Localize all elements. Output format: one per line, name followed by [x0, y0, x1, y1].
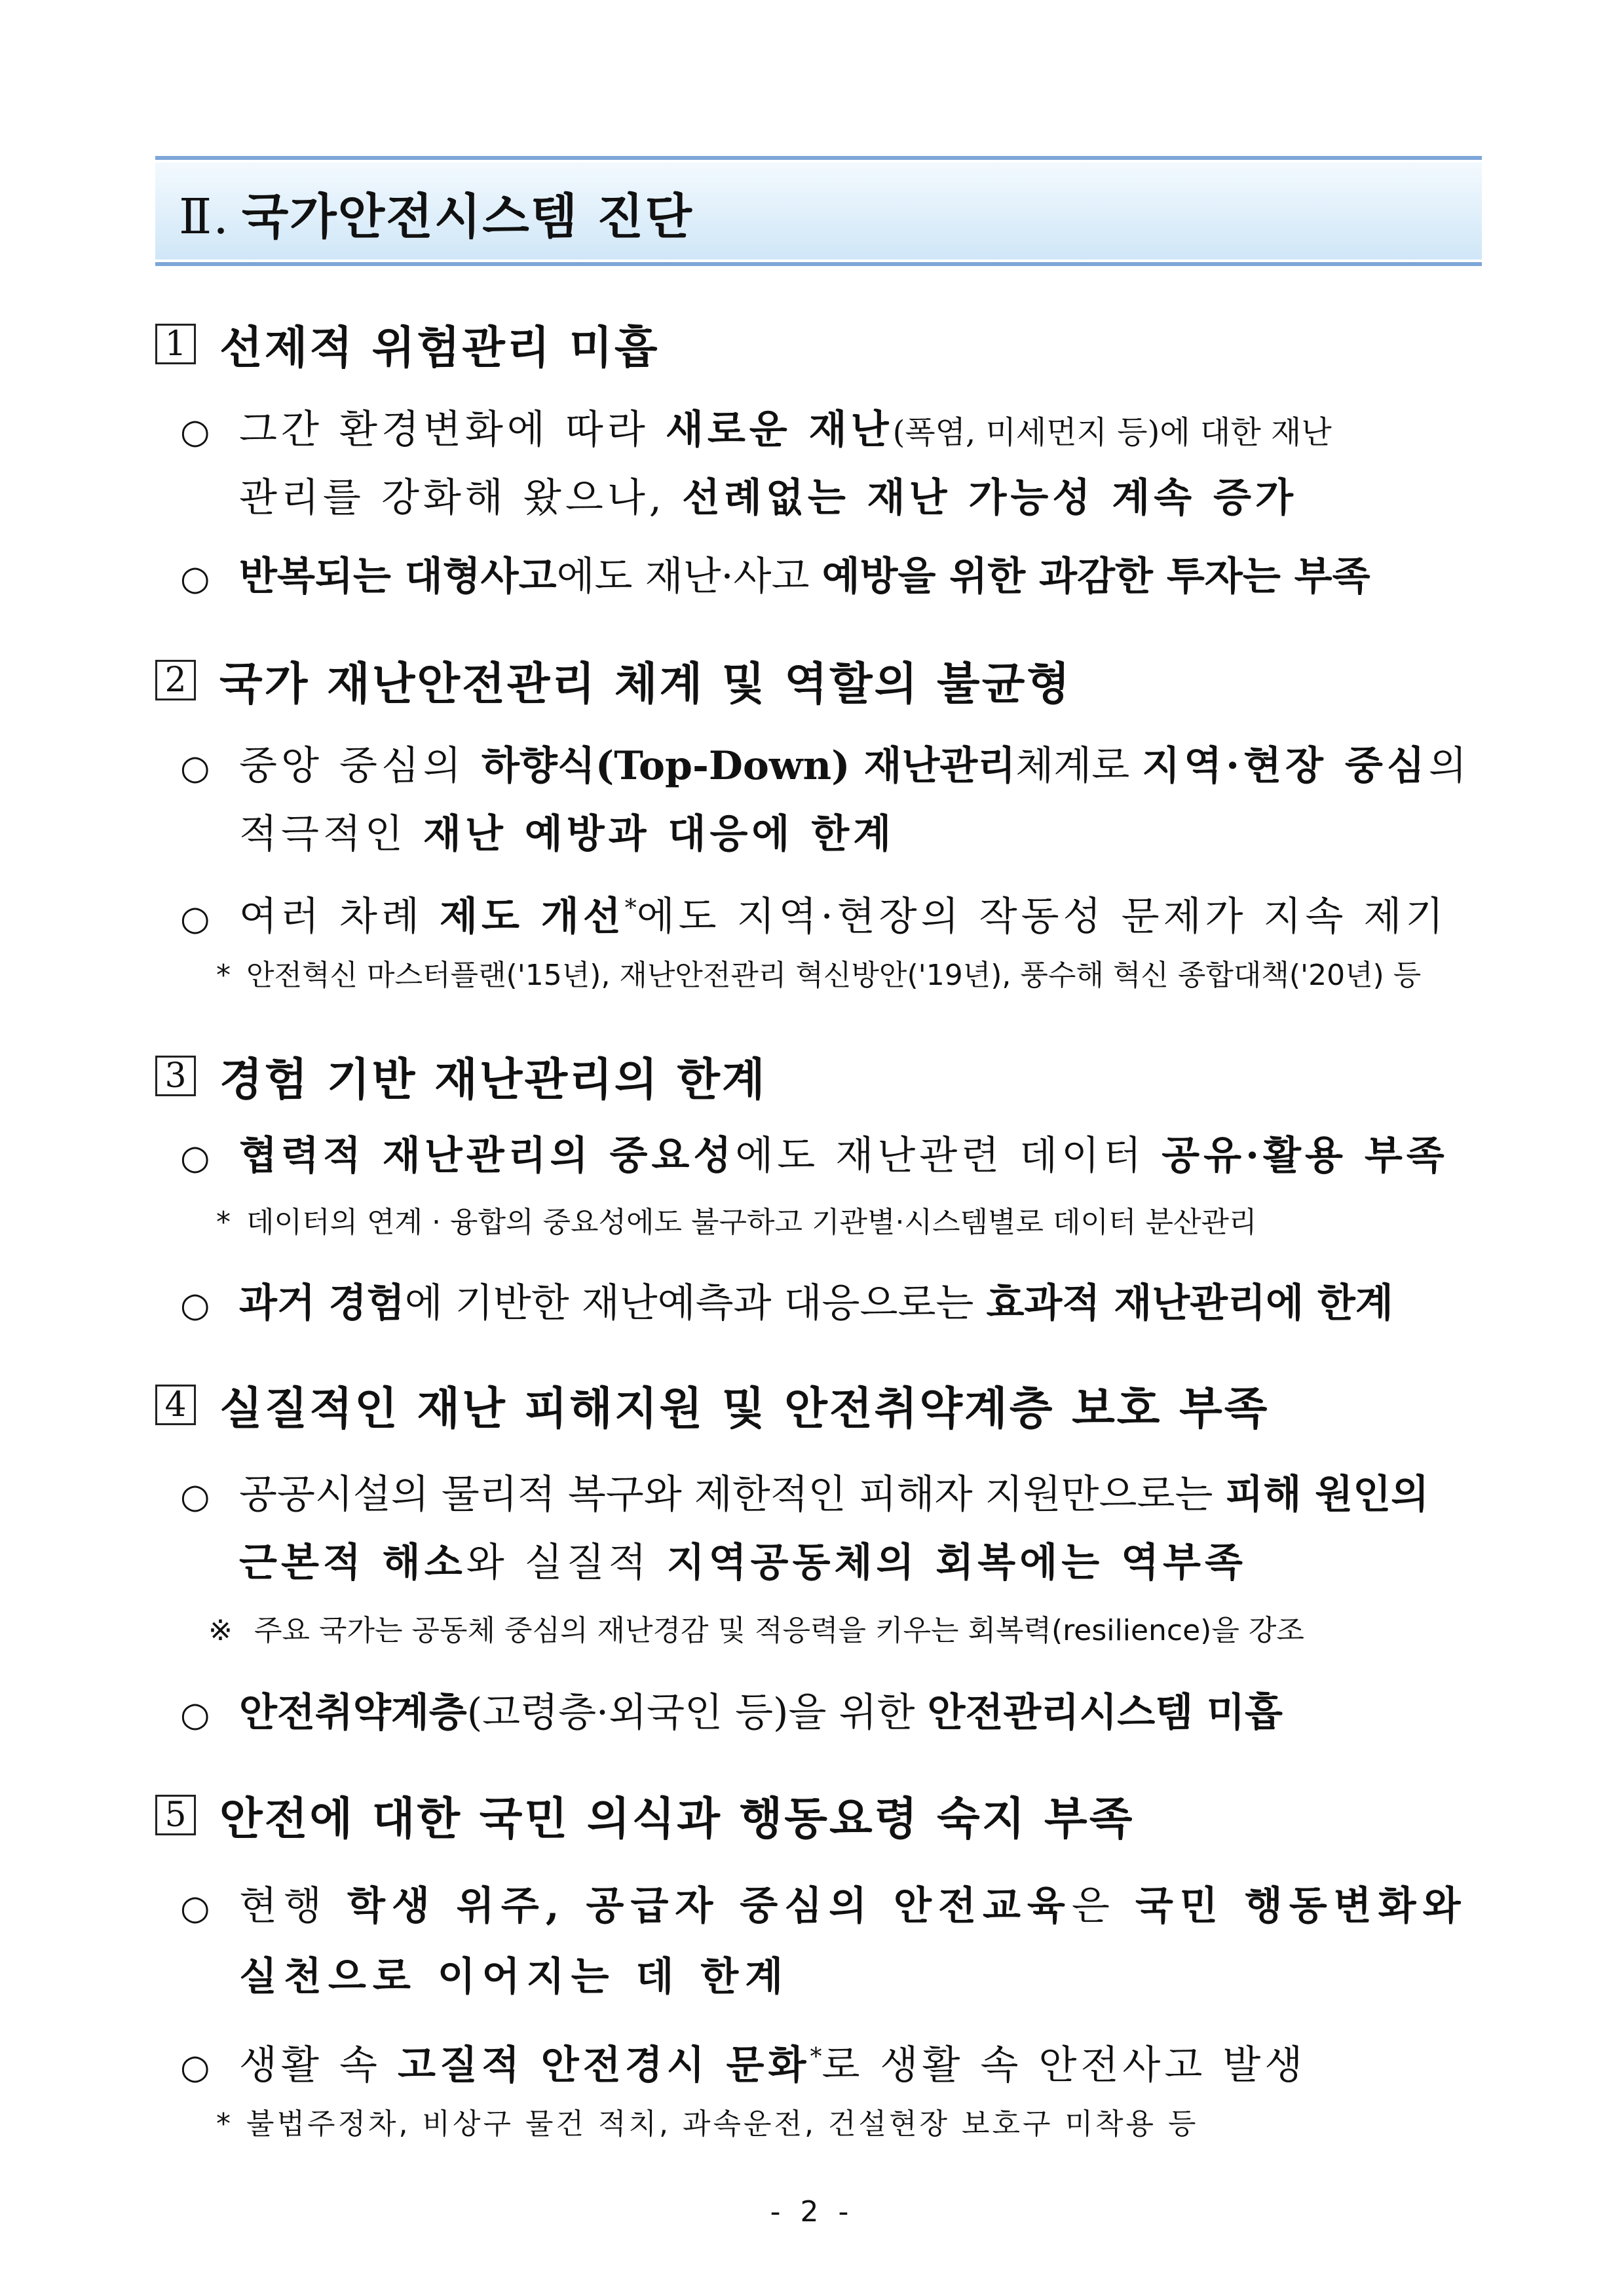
circle-bullet-icon: ○	[180, 1888, 210, 1928]
footnote-marker: *	[624, 895, 637, 922]
chapter-title-banner	[155, 156, 1482, 266]
section-number-box: 1	[155, 324, 196, 364]
section-number-box: 3	[155, 1056, 196, 1096]
bullet-continuation: 관리를 강화해 왔으나, 선례없는 재난 가능성 계속 증가	[239, 475, 1297, 521]
chapter-title	[179, 178, 693, 248]
bullet-continuation: 적극적인 재난 예방과 대응에 한계	[239, 811, 896, 857]
circle-bullet-icon: ○	[180, 1477, 210, 1516]
circle-bullet-icon: ○	[180, 1695, 210, 1734]
bullet-item: ○ 과거 경험에 기반한 재난예측과 대응으로는 효과적 재난관리에 한계	[180, 1268, 1484, 1341]
section-title: 실질적인 재난 피해지원 및 안전취약계층 보호 부족	[219, 1383, 1270, 1435]
section-title: 안전에 대한 국민 의식과 행동요령 숙지 부족	[219, 1793, 1135, 1845]
bullet-item: ○ 여러 차례 제도 개선*에도 지역·현장의 작동성 문제가 지속 제기	[180, 873, 1484, 954]
reference-mark-icon: ※	[208, 1614, 233, 1647]
asterisk-icon: *	[216, 1206, 231, 1239]
section-number-box: 4	[155, 1385, 196, 1425]
section-number-box: 2	[155, 660, 196, 700]
asterisk-icon: *	[216, 2107, 231, 2141]
circle-bullet-icon: ○	[180, 1286, 210, 1325]
asterisk-icon: *	[216, 959, 231, 992]
bullet-item: ○ 현행 학생 위주, 공급자 중심의 안전교육은 국민 행동변화와	[180, 1871, 1484, 1943]
section-1-heading	[155, 315, 660, 373]
section-4-heading	[155, 1375, 1270, 1434]
circle-bullet-icon: ○	[180, 412, 210, 451]
footnote: * 데이터의 연계 · 융합의 중요성에도 불구하고 기관별·시스템별로 데이터 분산관리	[216, 1200, 1257, 1246]
circle-bullet-icon: ○	[180, 1138, 210, 1177]
bullet-item: ○ 공공시설의 물리적 복구와 제한적인 피해자 지원만으로는 피해 원인의	[180, 1459, 1484, 1532]
bullet-item: ○ 안전취약계층(고령층·외국인 등)을 위한 안전관리시스템 미흡	[180, 1677, 1484, 1750]
circle-bullet-icon: ○	[180, 899, 210, 938]
bullet-item: ○ 생활 속 고질적 안전경시 문화*로 생활 속 안전사고 발생	[180, 2022, 1484, 2103]
bullet-item: ○ 그간 환경변화에 따라 새로운 재난(폭염, 미세먼지 등)에 대한 재난	[180, 394, 1484, 468]
bullet-item: ○ 중앙 중심의 하향식(Top-Down) 재난관리체계로 지역·현장 중심의	[180, 731, 1484, 803]
circle-bullet-icon: ○	[180, 559, 210, 598]
reference-note: ※ 주요 국가는 공동체 중심의 재난경감 및 적응력을 키우는 회복력(resilience)을 강조	[208, 1608, 1304, 1654]
section-3-heading	[155, 1046, 767, 1105]
footnote: * 안전혁신 마스터플랜('15년), 재난안전관리 혁신방안('19년), 풍수해 혁신 종합대책('20년) 등	[216, 953, 1421, 999]
circle-bullet-icon: ○	[180, 2048, 210, 2087]
bullet-continuation: 근본적 해소와 실질적 지역공동체의 회복에는 역부족	[239, 1540, 1247, 1586]
bullet-item: ○ 반복되는 대형사고에도 재난·사고 예방을 위한 과감한 투자는 부족	[180, 541, 1484, 614]
section-title: 국가 재난안전관리 체계 및 역할의 불균형	[219, 658, 1072, 710]
chapter-title-text: 국가안전시스템 진단	[241, 189, 693, 245]
section-title: 경험 기반 재난관리의 한계	[219, 1054, 767, 1106]
section-5-heading	[155, 1786, 1134, 1845]
chapter-number: Ⅱ.	[179, 189, 230, 245]
section-title: 선제적 위험관리 미흡	[219, 322, 660, 374]
footnote: * 불법주정차, 비상구 물건 적치, 과속운전, 건설현장 보호구 미착용 등	[216, 2101, 1198, 2147]
circle-bullet-icon: ○	[180, 748, 210, 788]
page-number: - 2 -	[770, 2195, 854, 2229]
bullet-continuation: 실천으로 이어지는 데 한계	[239, 1954, 790, 2000]
bullet-item: ○ 협력적 재난관리의 중요성에도 재난관련 데이터 공유·활용 부족	[180, 1120, 1484, 1193]
section-2-heading	[155, 651, 1072, 710]
footnote-marker: *	[810, 2044, 822, 2071]
section-number-box: 5	[155, 1795, 196, 1835]
